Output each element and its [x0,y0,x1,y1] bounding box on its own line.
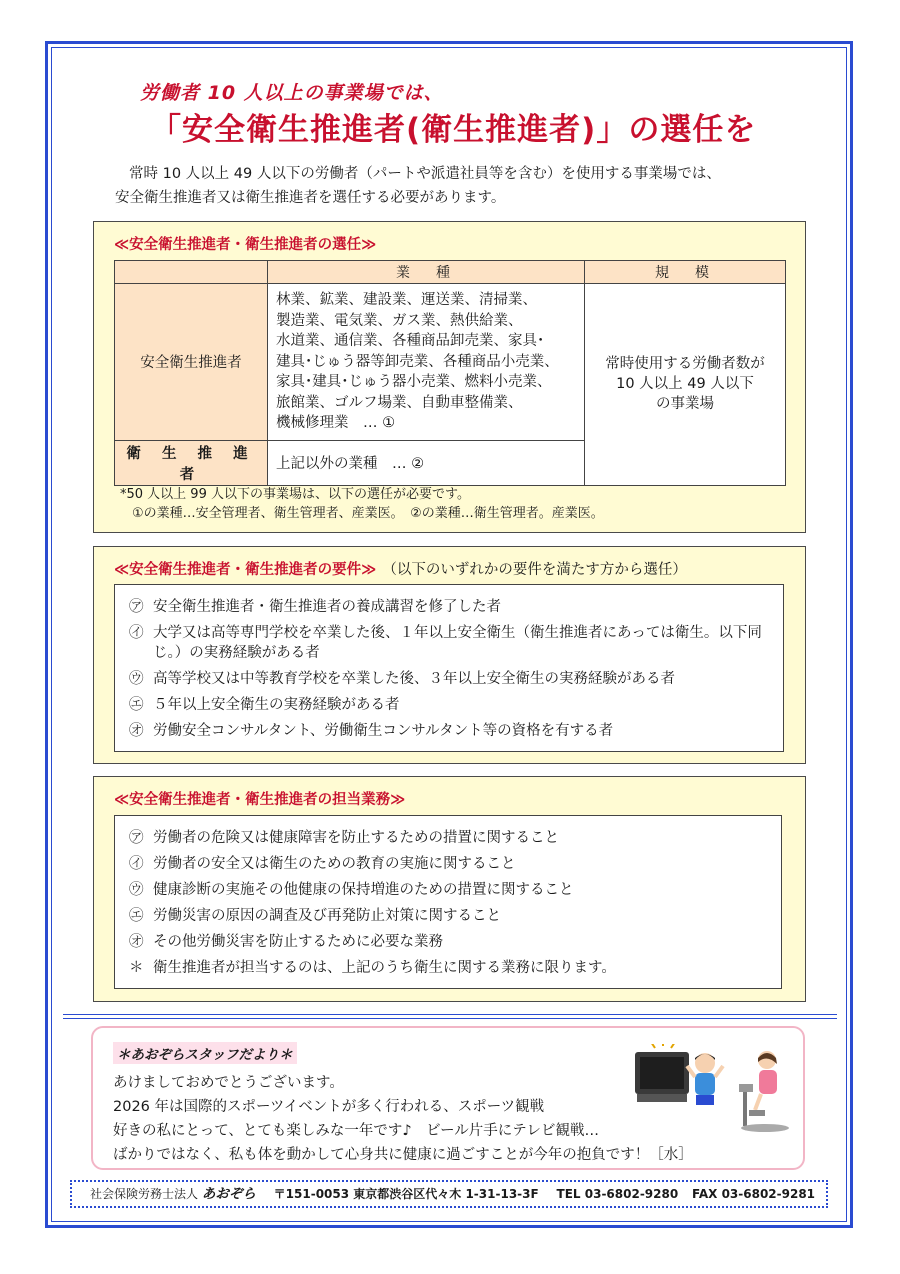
industry-line: 旅館業、ゴルフ場業、自動車整備業、 [276,394,523,411]
selection-footnote [120,485,604,523]
item-mark: ㋓ [129,697,144,713]
divider-line [63,1014,837,1015]
requirements-heading [114,558,687,579]
title-line-1: 労働者 10 人以上の事業場では、 [140,82,444,104]
requirements-panel [93,546,806,764]
list-item [129,669,773,689]
list-item [129,906,771,926]
item-mark: ＊ [129,960,144,976]
staff-line: ばかりではなく、私も体を動かして心身共に健康に過ごすことが今年の抱負です！［水］ [113,1147,693,1163]
item-mark: ㋔ [129,723,144,739]
child-cheering-icon [685,1050,725,1112]
corp-address: 〒151-0053 東京都渋谷区代々木 1-31-13-3F [273,1187,539,1201]
table-corner-cell [115,261,268,284]
industry-line: 機械修理業 … ① [276,415,396,431]
staff-newsletter-label: ＊あおぞらスタッフだより＊ [113,1042,297,1064]
item-mark: ㋐ [129,599,144,615]
list-item [129,623,773,663]
scale-line: 10 人以上 49 人以下 [616,376,754,393]
list-item [129,597,773,617]
selection-panel [93,221,806,533]
exercise-bike-woman-icon [735,1050,795,1134]
requirements-heading-text: ≪安全衛生推進者・衛生推進者の要件≫ [114,562,377,578]
footer-contact [70,1180,828,1208]
item-text: ５年以上安全衛生の実務経験がある者 [153,697,400,713]
row1-industries [268,284,585,441]
staff-line: あけましておめでとうございます。 [113,1075,344,1091]
item-text: 労働災害の原因の調査及び再発防止対策に関すること [153,908,501,924]
industry-line: 林業、鉱業、建設業、運送業、清掃業、 [276,292,537,308]
corp-type: 社会保険労務士法人 [90,1187,199,1201]
item-mark: ㋔ [129,934,144,950]
list-item [129,854,771,874]
item-mark: ㋒ [129,671,144,687]
list-item [129,880,771,900]
divider-line [63,1018,837,1019]
item-text: 健康診断の実施その他健康の保持増進のための措置に関すること [153,882,574,898]
item-mark: ㋒ [129,882,144,898]
page-title: 「安全衛生推進者(衛生推進者)」の選任を [150,112,757,148]
item-text: 安全衛生推進者・衛生推進者の養成講習を修了した者 [153,599,501,615]
industry-line: 家具･建具･じゅう器小売業、燃料小売業、 [276,374,552,390]
selection-heading: ≪安全衛生推進者・衛生推進者の選任≫ [114,237,377,253]
item-mark: ㋐ [129,830,144,846]
footnote-line-1: *50 人以上 99 人以下の事業場は、以下の選任が必要です。 [120,487,470,502]
staff-newsletter-box [91,1026,805,1170]
duties-list [114,815,782,989]
row2-industries: 上記以外の業種 … ② [268,440,585,485]
tv-icon [633,1044,693,1106]
row-label-hygiene-promoter: 衛 生 推 進 者 [115,440,268,485]
item-text: 労働者の安全又は衛生のための教育の実施に関すること [153,856,516,872]
list-item [129,932,771,952]
list-item [129,828,771,848]
requirements-note: （以下のいずれかの要件を満たす方から選任） [382,562,687,578]
item-text: 労働安全コンサルタント、労働衛生コンサルタント等の資格を有する者 [153,723,614,739]
table-header-scale: 規 模 [585,261,786,284]
staff-line: 2026 年は国際的スポーツイベントが多く行われる、スポーツ観戦 [113,1099,545,1115]
row-label-safety-hygiene-promoter: 安全衛生推進者 [115,284,268,441]
duties-heading: ≪安全衛生推進者・衛生推進者の担当業務≫ [114,792,406,808]
list-item [129,721,773,741]
selection-table [114,260,786,486]
item-text: 大学又は高等専門学校を卒業した後、１年以上安全衛生（衛生推進者にあっては衛生。以下同じ。）の実務経験がある者 [153,625,762,661]
duties-panel [93,776,806,1002]
item-text: 高等学校又は中等教育学校を卒業した後、３年以上安全衛生の実務経験がある者 [153,671,675,687]
item-text: 衛生推進者が担当するのは、上記のうち衛生に関する業務に限ります。 [153,960,616,976]
industry-line: 水道業、通信業、各種商品卸売業、家具･ [276,333,545,349]
item-mark: ㋑ [129,856,144,872]
scale-cell [585,284,786,486]
corp-name: あおぞら [201,1186,256,1202]
scale-line: の事業場 [656,396,714,413]
intro-paragraph [115,162,805,210]
table-header-industry: 業 種 [268,261,585,284]
item-mark: ㋓ [129,908,144,924]
corp-fax: FAX 03-6802-9281 [692,1187,816,1201]
intro-line-1: 常時 10 人以上 49 人以下の労働者（パートや派遣社員等を含む）を使用する事業場では、 [129,166,721,182]
industry-line: 建具･じゅう器等卸売業、各種商品小売業、 [276,353,559,370]
list-item [129,695,773,715]
footnote-line-2: ①の業種…安全管理者、衛生管理者、産業医。 ②の業種…衛生管理者。産業医。 [132,506,604,521]
staff-line: 好きの私にとって、とても楽しみな一年です♪ ビール片手にテレビ観戦… [113,1123,600,1139]
industry-line: 製造業、電気業、ガス業、熱供給業、 [276,312,523,329]
list-item [129,958,771,978]
corp-tel: TEL 03-6802-9280 [556,1187,679,1201]
scale-line: 常時使用する労働者数が [605,356,765,373]
item-text: その他労働災害を防止するために必要な業務 [153,934,443,950]
item-text: 労働者の危険又は健康障害を防止するための措置に関すること [153,830,559,846]
intro-line-2: 安全衛生推進者又は衛生推進者を選任する必要があります。 [115,190,506,206]
requirements-list [114,584,784,752]
item-mark: ㋑ [129,625,144,641]
